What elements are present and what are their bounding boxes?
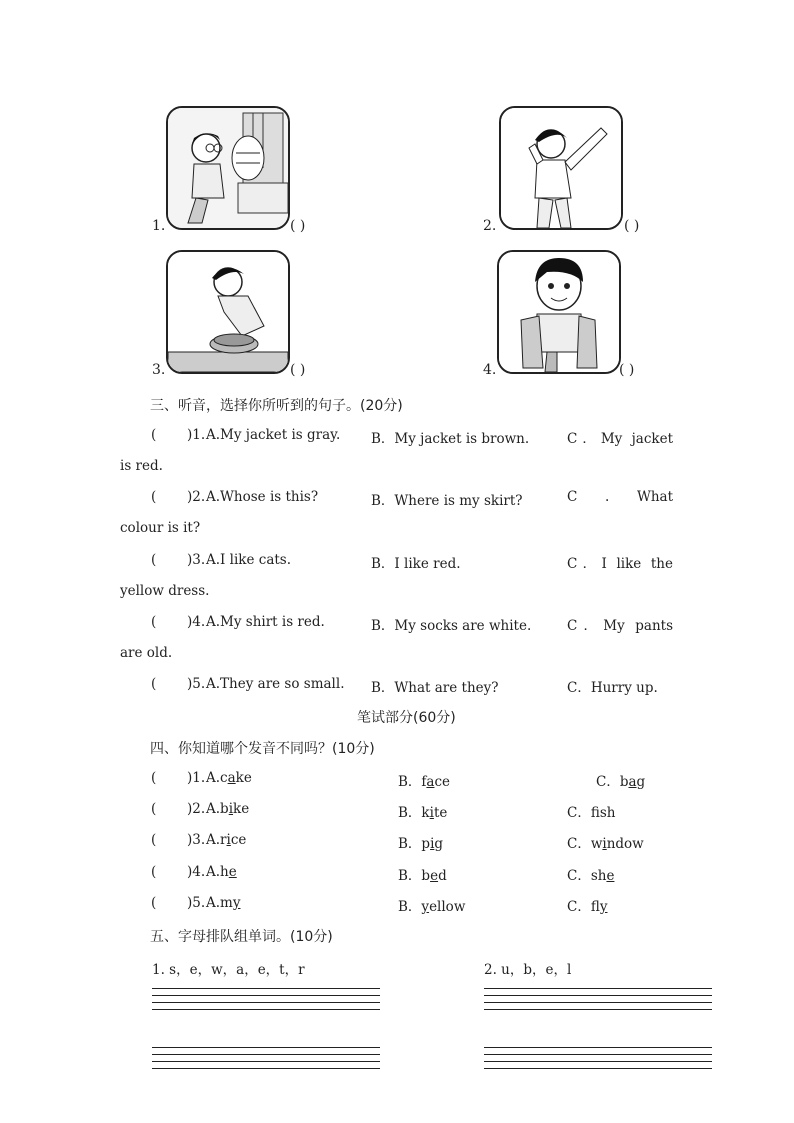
paren: ( [151,770,157,786]
paren: ( [151,832,157,848]
picture-3-answer-blank[interactable]: ( ) [290,362,306,378]
s3-q4-option-a: A.My shirt is red. [206,614,325,630]
s3-q4-number: )4. [187,614,206,630]
s3-q3-option-a: A.I like cats. [206,552,292,568]
underlined-letter: i [228,801,234,817]
s4-q5-option-c [567,895,607,915]
underlined-letter: a [628,774,637,790]
word-part: g [434,836,444,852]
s3-q5-option-c: C．Hurry up. [567,680,658,696]
s3-q3-option-c: C．I like the [567,556,673,572]
s4-q2-option-b [398,801,447,821]
s3-q5-option-b: B．What are they? [371,680,499,696]
picture-4-number: 4. [483,362,497,378]
s4-q1-option-a [206,770,252,786]
word-part: C．fl [567,899,600,915]
s3-q2-paren[interactable]: ( [151,489,157,505]
picture-1-number: 1. [152,218,166,234]
question-number: )1. [187,770,206,786]
word-part: C．w [567,836,603,852]
word-part: ke [235,770,252,786]
picture-1-answer-blank[interactable]: ( ) [290,218,306,234]
s5-q1-writing-lines-1[interactable] [152,988,380,1016]
s4-q4-number [187,864,205,880]
picture-2-number: 2. [483,218,497,234]
s3-q4-option-c-cont: are old. [120,645,173,661]
paren: ( [151,864,157,880]
written-part-title: 笔试部分(60分) [357,710,456,726]
s4-q2-option-a [206,801,249,817]
question-number: )2. [187,801,206,817]
word-part: A.h [206,864,229,880]
s3-q3-paren[interactable]: ( [151,552,157,568]
s4-q2-paren[interactable] [151,801,156,817]
word-part: ce [434,774,451,790]
word-part: ellow [429,899,466,915]
word-part: C．f [567,805,600,821]
picture-4-answer-blank[interactable]: ( ) [619,362,635,378]
underlined-letter: e [228,864,237,880]
s4-q2-option-c [567,801,615,821]
s3-q3-option-b: B．I like red. [371,556,461,572]
section-4-title: 四、你知道哪个发音不同吗？(10分) [150,741,375,757]
s3-q1-number: )1. [187,427,206,443]
s3-q2-option-c: C . What [567,489,673,505]
s3-q2-option-a: A.Whose is this? [206,489,319,505]
s4-q3-number [187,832,205,848]
s3-q2-option-b: B．Where is my skirt? [371,493,523,509]
s3-q5-paren[interactable]: ( [151,676,157,692]
s4-q1-option-c [596,770,645,790]
underlined-letter: i [430,836,435,852]
underlined-letter: e [430,868,439,884]
s3-q4-paren[interactable]: ( [151,614,157,630]
word-part: g [636,774,646,790]
underlined-letter: y [421,899,430,915]
word-part: ndow [606,836,644,852]
underlined-letter: i [602,836,607,852]
paren: ( [151,801,157,817]
s4-q1-number [187,770,205,786]
word-part: ke [233,801,250,817]
s5-question-1: 1. s，e，w，a，e，t，r [152,962,305,978]
s4-q5-option-a [206,895,240,911]
s4-q3-option-a [206,832,246,848]
word-part: te [433,805,448,821]
s4-q3-paren[interactable] [151,832,156,848]
word-part: sh [599,805,616,821]
s3-q1-option-c: C．My jacket [567,431,673,447]
underlined-letter: i [226,832,231,848]
word-part: B．p [398,836,431,852]
word-part: C．b [596,774,629,790]
word-part: B．b [398,868,431,884]
word-part: A.b [206,801,229,817]
s3-q4-option-b: B．My socks are white. [371,618,532,634]
picture-2 [499,106,623,230]
word-part: A.c [206,770,228,786]
s3-q5-option-a: A.They are so small. [206,676,345,692]
s5-q1-writing-lines-2[interactable] [152,1047,380,1075]
s3-q4-option-c: C．My pants [567,618,673,634]
s4-q4-paren[interactable] [151,864,156,880]
underlined-letter: i [429,805,434,821]
underlined-letter: e [606,868,615,884]
word-part: B．f [398,774,427,790]
word-part: d [438,868,447,884]
s4-q4-option-c [567,864,614,884]
s3-q1-option-a: A.My jacket is gray. [206,427,341,443]
s4-q3-option-c [567,832,644,852]
s3-q3-number: )3. [187,552,206,568]
s4-q3-option-b [398,832,443,852]
s3-q1-paren[interactable]: ( [151,427,157,443]
s3-q2-number: )2. [187,489,206,505]
picture-3-number: 3. [152,362,166,378]
s3-q5-number: )5. [187,676,206,692]
s5-question-2: 2. u，b，e，l [484,962,572,978]
s4-q2-number [187,801,205,817]
s4-q4-option-b [398,864,447,884]
picture-4 [497,250,621,374]
s3-q2-option-c-cont: colour is it? [120,520,201,536]
underlined-letter: a [227,770,236,786]
boy-washing-clothes-illustration [168,252,288,372]
s4-q5-paren[interactable] [151,895,156,911]
word-part: A.m [206,895,233,911]
underlined-letter: a [426,774,435,790]
picture-1 [166,106,290,230]
s5-q2-writing-lines-2[interactable] [484,1047,712,1075]
word-part: B． [398,899,422,915]
s5-q2-writing-lines-1[interactable] [484,988,712,1016]
word-part: ce [230,832,247,848]
s4-q4-option-a [206,864,237,880]
paren: ( [151,895,157,911]
s4-q1-paren[interactable] [151,770,156,786]
word-part: C．sh [567,868,607,884]
boy-putting-on-shirt-illustration [501,108,621,228]
boy-with-sweater-illustration [168,108,288,228]
boy-holding-jacket-illustration [499,252,619,372]
s3-q1-option-b: B．My jacket is brown. [371,431,530,447]
section-5-title: 五、字母排队组单词。(10分) [150,929,333,945]
s3-q3-option-c-cont: yellow dress. [120,583,210,599]
question-number: )3. [187,832,206,848]
underlined-letter: y [232,895,241,911]
picture-3 [166,250,290,374]
question-number: )4. [187,864,206,880]
s4-q5-number [187,895,205,911]
underlined-letter: y [599,899,608,915]
question-number: )5. [187,895,206,911]
section-3-title: 三、听音，选择你所听到的句子。(20分) [150,398,403,414]
word-part: B．k [398,805,430,821]
s4-q5-option-b [398,895,465,915]
picture-2-answer-blank[interactable]: ( ) [624,218,640,234]
word-part: A.r [206,832,227,848]
s3-q1-option-c-cont: is red. [120,458,163,474]
s4-q1-option-b [398,770,450,790]
